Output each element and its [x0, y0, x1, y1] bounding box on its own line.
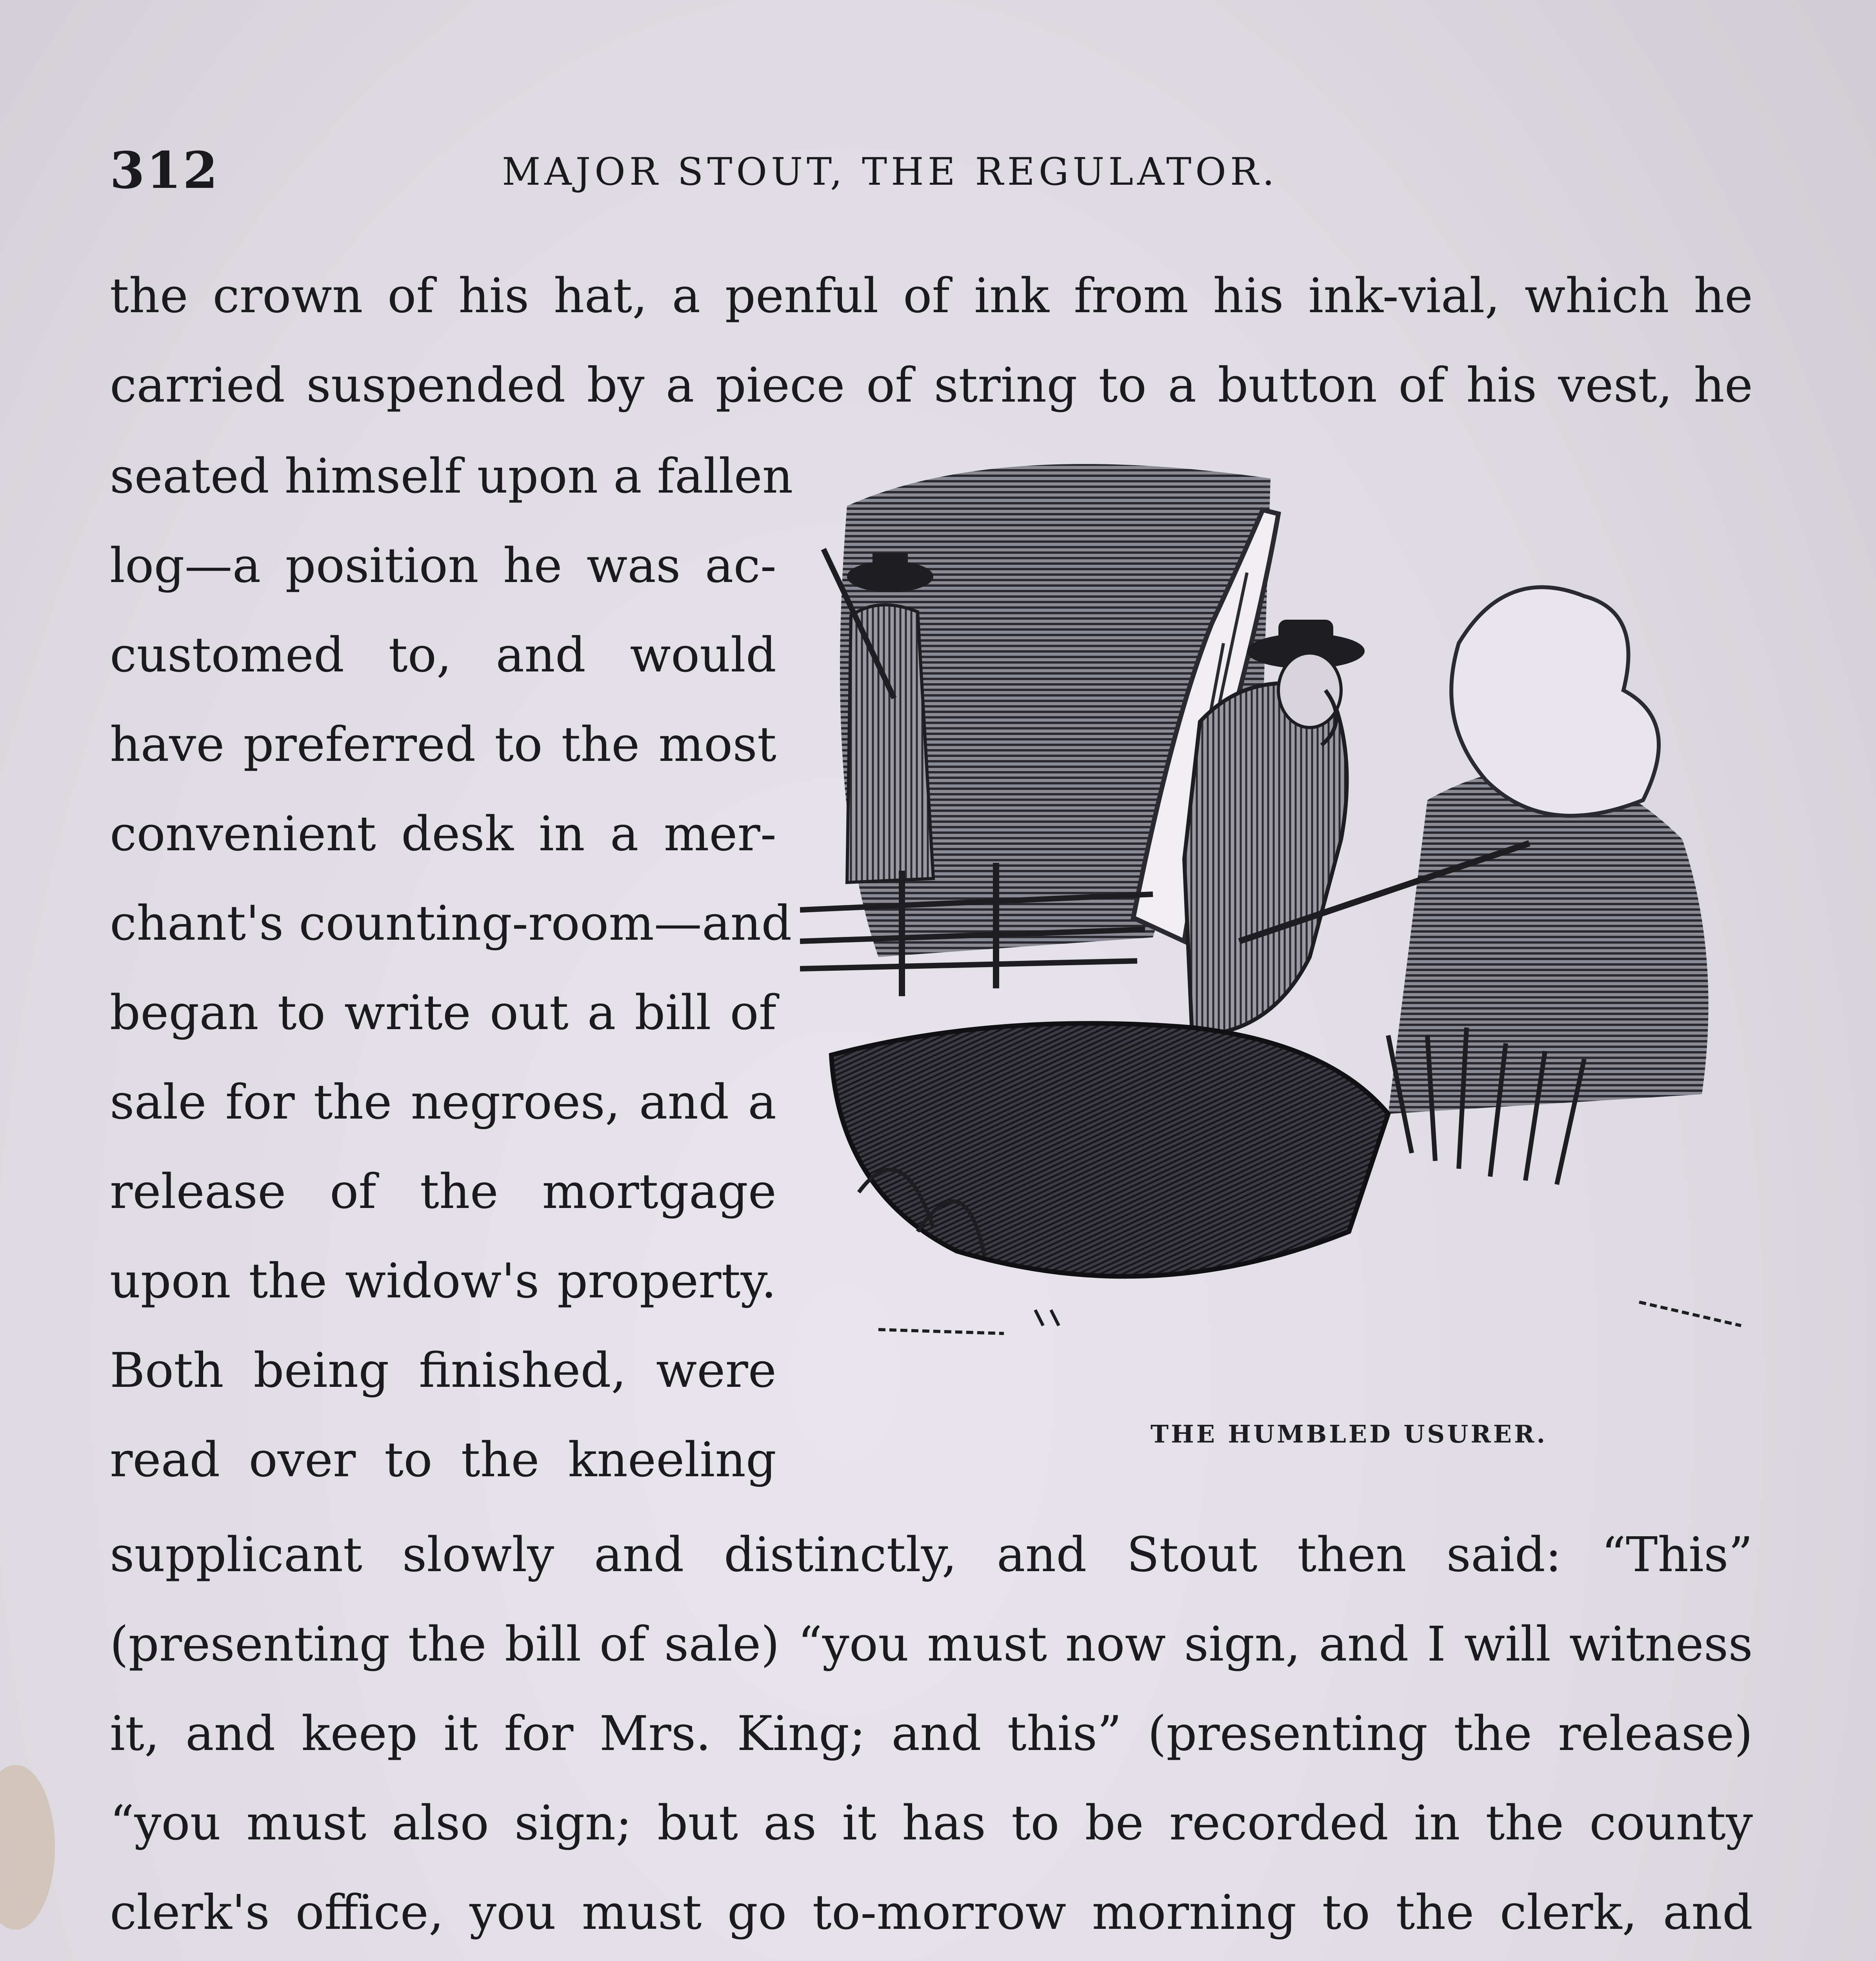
text-line: began to write out a bill of [110, 985, 776, 1041]
running-title: MAJOR STOUT, THE REGULATOR. [502, 150, 1278, 194]
text-bottom [110, 1510, 1753, 1961]
text-line: customed to, and would [110, 627, 776, 683]
running-head [110, 141, 1749, 212]
text-line: upon the widow's property. [110, 1253, 776, 1309]
text-line: clerk's office, you must go to-morrow morning to the clerk, and [110, 1885, 1753, 1940]
text-line: log—a position he was ac- [110, 538, 776, 593]
text-line: “you must also sign; but as it has to be recorded in the county [110, 1795, 1753, 1851]
engraving-figure [800, 447, 1757, 1448]
text-line: convenient desk in a mer- [110, 806, 776, 862]
page-number: 312 [110, 141, 220, 200]
figure-caption: THE HUMBLED USURER. [1150, 1420, 1548, 1448]
text-line: it, and keep it for Mrs. King; and this” (presenting the release) [110, 1706, 1753, 1761]
text-line: have preferred to the most [110, 717, 776, 772]
text-line [110, 1957, 1753, 1961]
text-line: seated himself upon a fallen [110, 448, 793, 504]
text-line: read over to the kneeling [110, 1432, 776, 1488]
text-line: chant's counting-room—and [110, 895, 792, 951]
paper-stain [0, 1765, 55, 1930]
engraving-illustration [800, 447, 1757, 1388]
text-line: carried suspended by a piece of string to a button of his vest, he [110, 357, 1753, 413]
text-left-column [110, 431, 793, 1504]
text-line: release of the mortgage [110, 1164, 776, 1219]
text-top [110, 251, 1753, 430]
text-line: the crown of his hat, a penful of ink from his ink-vial, which he [110, 268, 1753, 324]
text-line: supplicant slowly and distinctly, and Stout then said: “This” [110, 1527, 1753, 1583]
text-line: (presenting the bill of sale) “you must now sign, and I will witness [110, 1616, 1753, 1672]
text-line: Both being finished, were [110, 1343, 776, 1398]
text-line: sale for the negroes, and a [110, 1074, 776, 1130]
